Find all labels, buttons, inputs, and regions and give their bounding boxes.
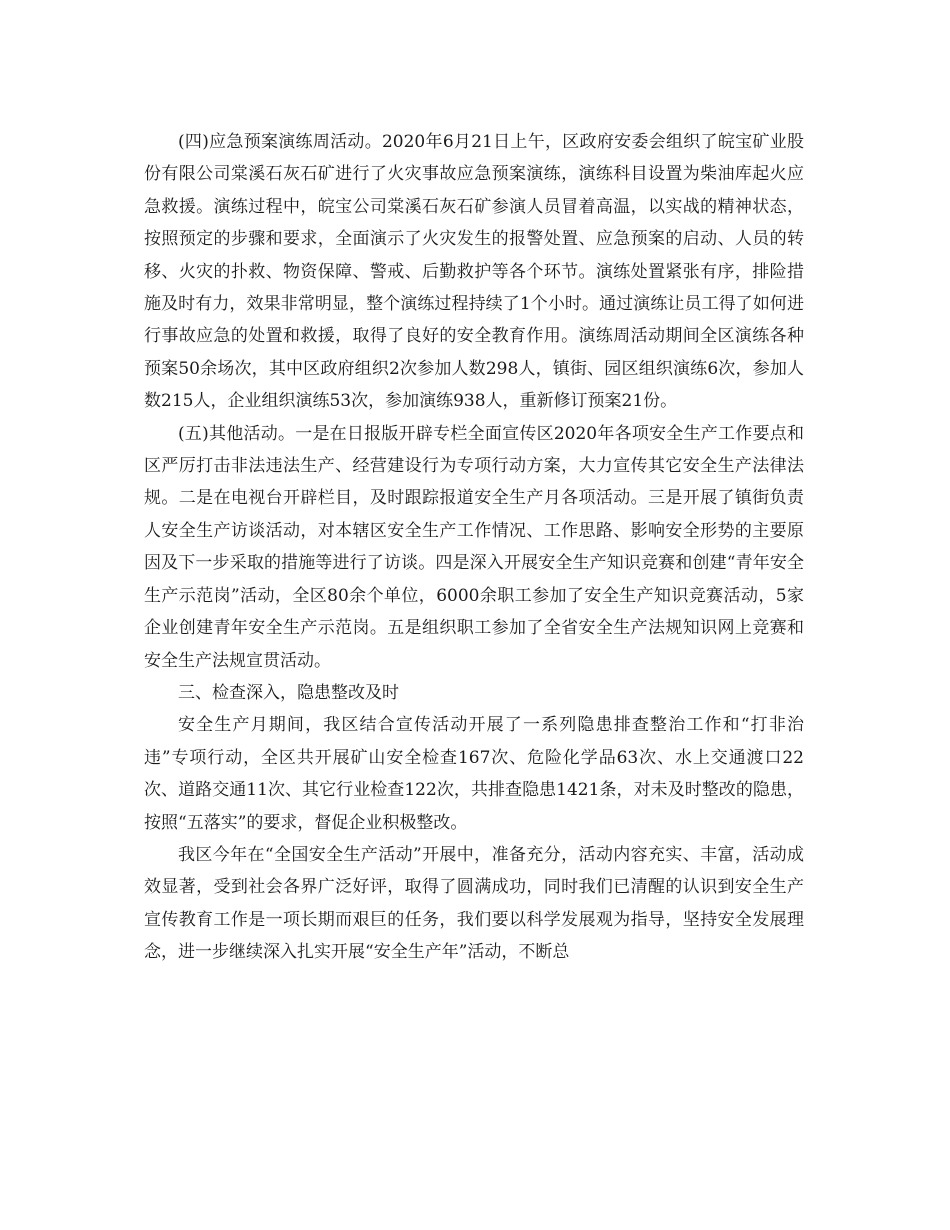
paragraph-hazard-inspection: 安全生产月期间，我区结合宣传活动开展了一系列隐患排查整治工作和“打非治违”专项行动，全区共开展矿山安全检查167次、危险化学品63次、水上交通渡口22次、道路交通11次、其它行业检查122次，共排查隐患1421条，对未及时整改的隐患，按照“五落实”的要求，督促企业积极整改。 <box>144 715 804 833</box>
document-body <box>144 126 804 969</box>
section-heading-inspection: 三、检查深入，隐患整改及时 <box>178 682 399 703</box>
paragraph-drill-week: (四)应急预案演练周活动。2020年6月21日上午，区政府安委会组织了皖宝矿业股份有限公司棠溪石灰石矿进行了火灾事故应急预案演练，演练科目设置为柴油库起火应急救援。演练过程中，皖宝公司棠溪石灰石矿参演人员冒着高温，以实战的精神状态，按照预定的步骤和要求，全面演示了火灾发生的报警处置、应急预案的启动、人员的转移、火灾的扑救、物资保障、警戒、后勤救护等各个环节。演练处置紧张有序，排险措施及时有力，效果非常明显，整个演练过程持续了1个小时。通过演练让员工得了如何进行事故应急的处置和救援，取得了良好的安全教育作用。演练周活动期间全区演练各种预案50余场次，其中区政府组织2次参加人数298人，镇街、园区组织演练6次，参加人数215人，企业组织演练53次，参加演练938人，重新修订预案21份。 <box>144 132 804 412</box>
paragraph-summary: 我区今年在“全国安全生产活动”开展中，准备充分，活动内容充实、丰富，活动成效显著，受到社会各界广泛好评，取得了圆满成功，同时我们已清醒的认识到安全生产宣传教育工作是一项长期而艰巨的任务，我们要以科学发展观为指导，坚持安全发展理念，进一步继续深入扎实开展“安全生产年”活动，不断总 <box>144 844 804 963</box>
paragraph-other-activities: (五)其他活动。一是在日报版开辟专栏全面宣传区2020年各项安全生产工作要点和区严厉打击非法违法生产、经营建设行为专项行动方案，大力宣传其它安全生产法律法规。二是在电视台开辟栏目，及时跟踪报道安全生产月各项活动。三是开展了镇街负责人安全生产访谈活动，对本辖区安全生产工作情况、工作思路、影响安全形势的主要原因及下一步采取的措施等进行了访谈。四是深入开展安全生产知识竞赛和创建“青年安全生产示范岗”活动，全区80余个单位，6000余职工参加了安全生产知识竞赛活动，5家企业创建青年安全生产示范岗。五是组织职工参加了全省安全生产法规知识网上竞赛和安全生产法规宣贯活动。 <box>144 423 804 671</box>
